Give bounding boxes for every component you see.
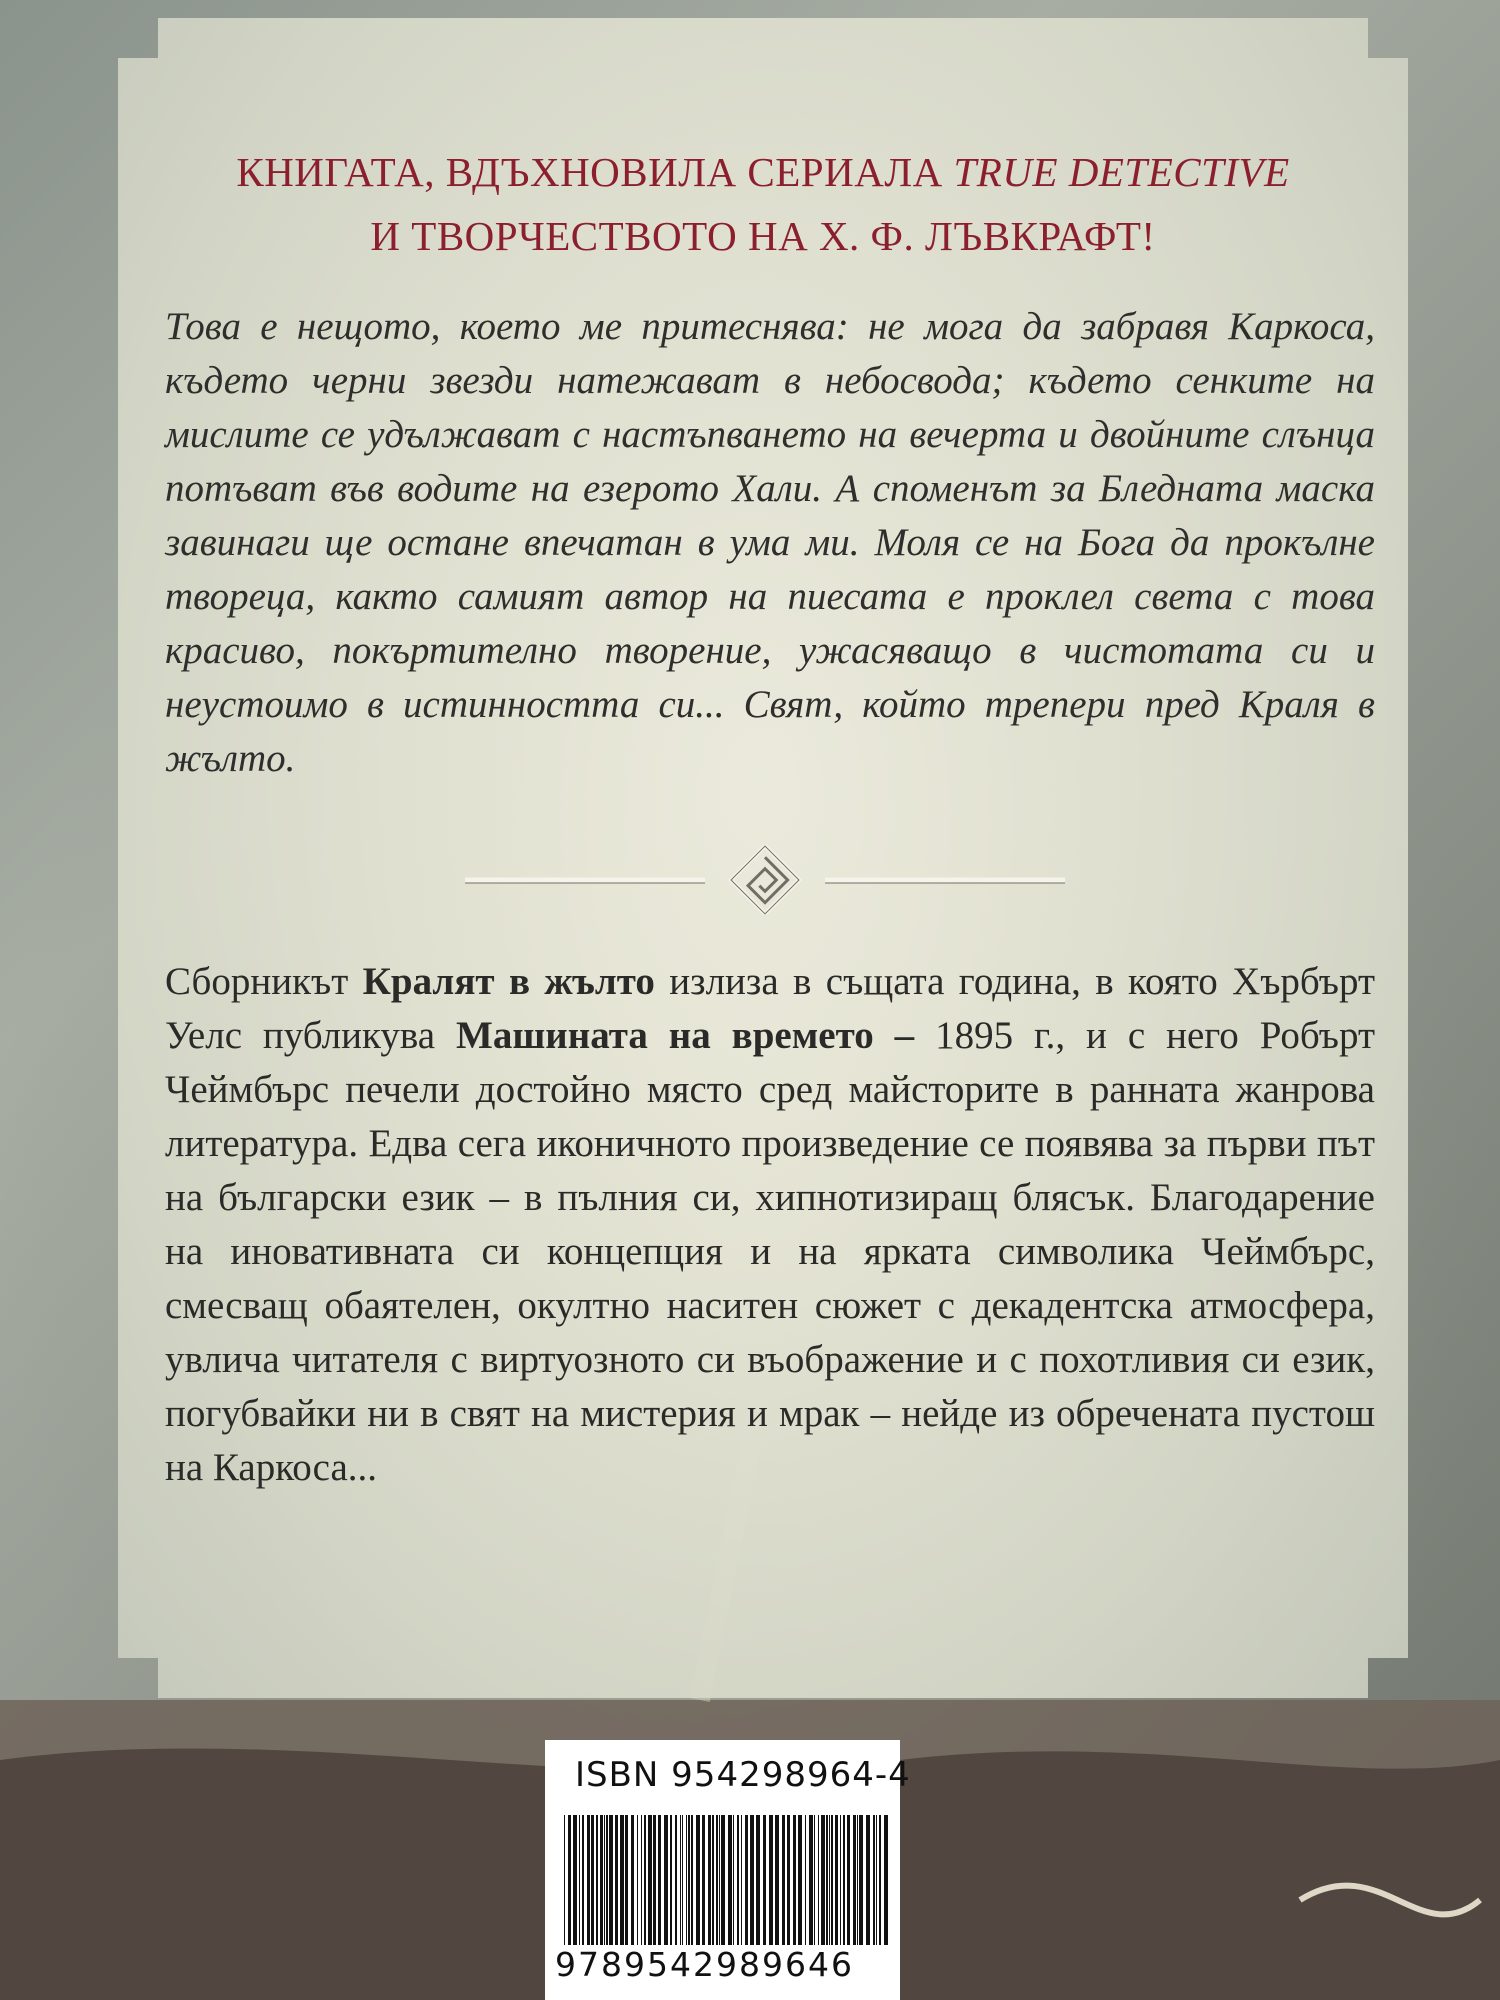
barcode-bar	[793, 1815, 796, 1945]
description-text-3: 1895 г., и с него Робърт Чеймбърс печели достойно място сред майсторите в ранната жанрова литература. Едва сега иконичното произведение се появява за първи път на български език – в пълния си, хипнотизиращ блясък. Благодарение на иновативната си концепция и на ярката символика Чеймбърс, смесващ обаятелен, окултно наситен сюжет с декадентска атмосфера, увлича читателя с виртуозното си въображение и с похотливия си език, погубвайки ни в свят на мистерия и мрак – нейде из обречената пустош на Каркоса...	[165, 1014, 1375, 1489]
barcode-bar	[653, 1815, 656, 1945]
barcode-bar	[798, 1815, 802, 1945]
headline-series-title: TRUE DETECTIVE	[953, 149, 1290, 195]
headline-line-1	[118, 140, 1408, 204]
barcode-bar	[688, 1815, 690, 1945]
barcode-bar	[835, 1815, 838, 1945]
barcode-bar	[853, 1815, 856, 1945]
barcode-bar	[587, 1815, 590, 1945]
barcode-bar	[600, 1815, 603, 1945]
barcode-bar	[782, 1815, 785, 1945]
barcode-bar	[843, 1815, 845, 1945]
barcode-bar	[686, 1815, 687, 1945]
barcode-bar	[859, 1815, 863, 1945]
barcode-bar	[719, 1815, 720, 1945]
barcode-bar	[884, 1815, 888, 1945]
barcode-bar	[756, 1815, 760, 1945]
spiral-ornament-icon	[731, 846, 799, 914]
barcode-bar	[573, 1815, 577, 1945]
barcode-bar	[664, 1815, 668, 1945]
barcode-bar	[712, 1815, 714, 1945]
barcode-bar	[675, 1815, 677, 1945]
barcode-bar	[763, 1815, 766, 1945]
barcode-bar	[805, 1815, 806, 1945]
quote-paragraph: Това е нещото, което ме притеснява: не мога да забравя Каркоса, където черни звезди натежават в небосвода; където сенките на мислите се удължават с настъпването на вечерта и двойните слънца потъват във водите на езерото Хали. А споменът за Бледната маска завинаги ще остане впечатан в ума ми. Моля се на Бога да прокълне твореца, както самият автор на пиесата е проклел света с това красиво, покъртително творение, ужасяващо в чистотата си и неустоимо в истинността си... Свят, който трепери пред Краля в жълто.	[165, 305, 1375, 780]
barcode-bar	[625, 1815, 628, 1945]
barcode-bar	[641, 1815, 642, 1945]
book-title: Кралят в жълто	[362, 960, 655, 1003]
barcode-bar	[716, 1815, 718, 1945]
barcode-bar	[637, 1815, 638, 1945]
barcode-bar	[644, 1815, 646, 1945]
ean-digits: 9789542989646	[555, 1945, 854, 1984]
barcode-bar	[682, 1815, 683, 1945]
barcode	[560, 1815, 890, 1945]
headline-line-2: И ТВОРЧЕСТВОТО НА Х. Ф. ЛЪВКРАФТ!	[370, 213, 1156, 259]
barcode-bar	[821, 1815, 825, 1945]
barcode-bar	[879, 1815, 881, 1945]
barcode-bar	[745, 1815, 748, 1945]
isbn-label: ISBN 954298964-4	[575, 1755, 911, 1795]
headline-line-1-text: КНИГАТА, ВДЪХНОВИЛА СЕРИАЛА	[236, 149, 943, 195]
barcode-bar	[769, 1815, 773, 1945]
barcode-bar	[826, 1815, 828, 1945]
barcode-bar	[809, 1815, 813, 1945]
headline	[118, 140, 1408, 268]
barcode-bar	[691, 1815, 693, 1945]
barcode-bar	[737, 1815, 739, 1945]
barcode-bar	[696, 1815, 700, 1945]
description-paragraph	[165, 955, 1375, 1495]
barcode-bar	[741, 1815, 742, 1945]
barcode-bar	[702, 1815, 705, 1945]
barcode-bar	[631, 1815, 634, 1945]
barcode-bar	[873, 1815, 875, 1945]
barcode-bar	[620, 1815, 624, 1945]
barcode-bar	[564, 1815, 565, 1945]
barcode-bar	[866, 1815, 870, 1945]
barcode-bar	[582, 1815, 584, 1945]
barcode-bar	[847, 1815, 850, 1945]
referenced-book-title: Машината на времето –	[456, 1014, 915, 1057]
barcode-bar	[876, 1815, 877, 1945]
barcode-bar	[680, 1815, 681, 1945]
barcode-bar	[814, 1815, 815, 1945]
description-text-1: Сборникът	[165, 960, 363, 1003]
barcode-bar	[596, 1815, 598, 1945]
barcode-bar	[579, 1815, 580, 1945]
barcode-bar	[615, 1815, 618, 1945]
barcode-bar	[721, 1815, 725, 1945]
barcode-bar	[591, 1815, 594, 1945]
barcode-bar	[568, 1815, 571, 1945]
barcode-bar	[670, 1815, 672, 1945]
barcode-bar	[857, 1815, 858, 1945]
barcode-bar	[728, 1815, 732, 1945]
barcode-bar	[831, 1815, 833, 1945]
barcode-bar	[733, 1815, 734, 1945]
barcode-bar	[818, 1815, 819, 1945]
ornament-divider	[465, 845, 1065, 915]
barcode-bar	[658, 1815, 661, 1945]
barcode-bar	[787, 1815, 790, 1945]
barcode-bar	[609, 1815, 613, 1945]
barcode-bar	[829, 1815, 830, 1945]
barcode-bar	[604, 1815, 605, 1945]
barcode-bar	[648, 1815, 652, 1945]
barcode-bar	[606, 1815, 608, 1945]
barcode-bar	[775, 1815, 779, 1945]
barcode-bar	[708, 1815, 711, 1945]
barcode-bar	[750, 1815, 754, 1945]
barcode-bar	[840, 1815, 841, 1945]
description-text-2: излиза в същата година, в която Хърбърт Уелс публикува	[165, 960, 1375, 1057]
